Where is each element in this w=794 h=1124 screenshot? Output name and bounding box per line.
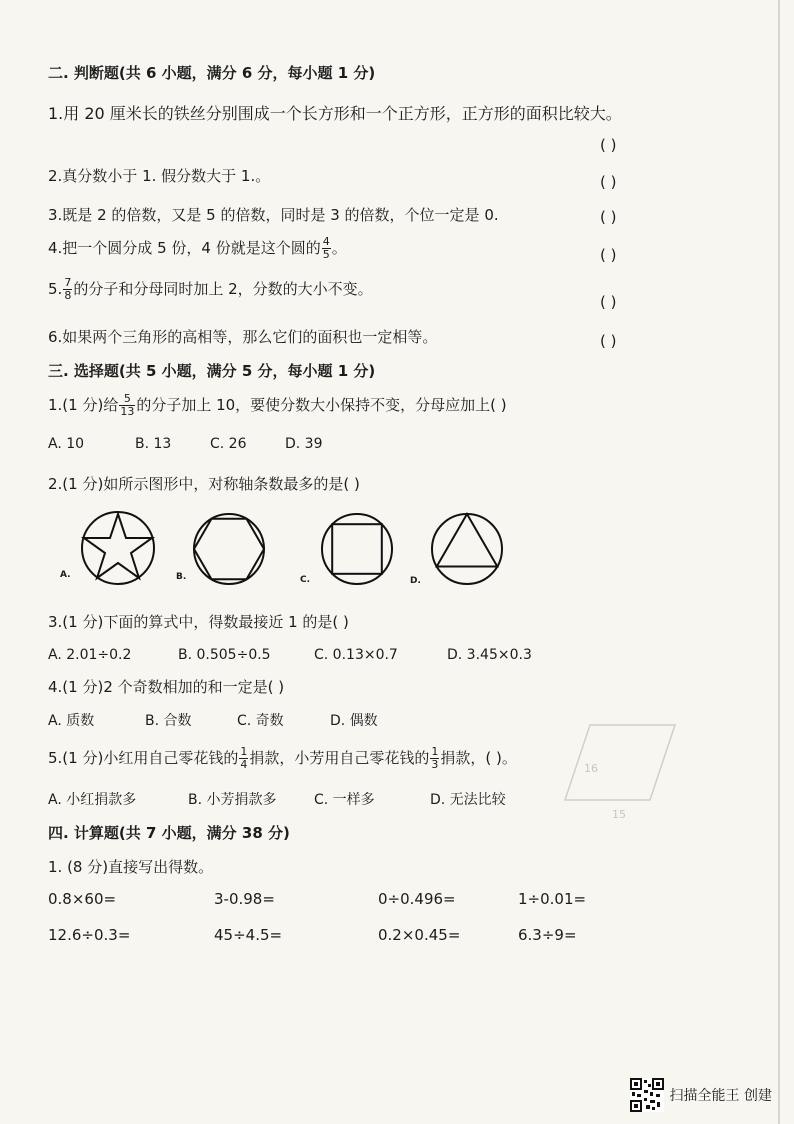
- s3-question-3: 3.(1 分)下面的算式中，得数最接近 1 的是( ): [48, 613, 349, 631]
- calc-item: 3-0.98=: [214, 890, 275, 908]
- option-c: C. 奇数: [237, 713, 284, 729]
- answer-paren: ( ): [600, 332, 617, 350]
- s3-question-1: 1.(1 分)给 $\frac{5}{13}$ 的分子加上 10，要使分数大小保持不变，分母应加上( ): [48, 392, 507, 418]
- option-b: B. 13: [135, 436, 172, 452]
- option-c: C. 0.13×0.7: [314, 647, 398, 663]
- calc-item: 0.8×60=: [48, 890, 117, 908]
- page-edge: [778, 0, 780, 1124]
- hexagon-in-circle-figure: [190, 510, 268, 588]
- square-in-circle-figure: [318, 510, 396, 588]
- option-b: B. 0.505÷0.5: [178, 647, 271, 663]
- s2-question-6: 6.如果两个三角形的高相等，那么它们的面积也一定相等。: [48, 328, 438, 346]
- fraction: $\frac{4}{5}$: [322, 235, 330, 261]
- option-a: A. 2.01÷0.2: [48, 647, 132, 663]
- option-d: D. 39: [285, 436, 323, 452]
- answer-paren: ( ): [600, 173, 617, 191]
- fraction: $\frac{7}{8}$: [64, 276, 72, 302]
- answer-paren: ( ): [600, 293, 617, 311]
- s2-question-1: 1.用 20 厘米长的铁丝分别围成一个长方形和一个正方形，正方形的面积比较大。: [48, 104, 622, 123]
- calc-item: 1÷0.01=: [518, 890, 587, 908]
- figure-label-a: A.: [60, 570, 71, 580]
- fraction: $\frac{5}{13}$: [120, 392, 135, 418]
- s3-question-5: 5.(1 分)小红用自己零花钱的 $\frac{1}{4}$ 捐款，小芳用自己零花钱的 $\frac{1}{3}$ 捐款，( )。: [48, 745, 517, 771]
- option-a: A. 小红捐款多: [48, 792, 137, 808]
- figure-label-c: C.: [300, 575, 311, 585]
- bleed-through-parallelogram: [560, 720, 680, 810]
- option-b: B. 小芳捐款多: [188, 792, 277, 808]
- s2-question-4: 4.把一个圆分成 5 份，4 份就是这个圆的 $\frac{4}{5}$ 。: [48, 235, 347, 261]
- s2-question-5: 5. $\frac{7}{8}$ 的分子和分母同时加上 2，分数的大小不变。: [48, 276, 373, 302]
- answer-paren: ( ): [600, 136, 617, 154]
- answer-paren: ( ): [600, 246, 617, 264]
- s3-question-2: 2.(1 分)如所示图形中，对称轴条数最多的是( ): [48, 475, 360, 493]
- option-b: B. 合数: [145, 713, 192, 729]
- scanner-app-credit: 扫描全能王 创建: [669, 1088, 772, 1104]
- star-in-circle-figure: [78, 508, 158, 588]
- qr-code-icon: [630, 1078, 664, 1112]
- calc-item: 12.6÷0.3=: [48, 926, 131, 944]
- figure-label-b: B.: [176, 572, 187, 582]
- option-d: D. 偶数: [330, 713, 378, 729]
- calc-item: 6.3÷9=: [518, 926, 577, 944]
- s4-question-1: 1. (8 分)直接写出得数。: [48, 858, 214, 876]
- scanner-watermark: [630, 1078, 772, 1112]
- fraction: $\frac{1}{4}$: [240, 745, 248, 771]
- answer-paren: ( ): [600, 208, 617, 226]
- option-c: C. 26: [210, 436, 247, 452]
- calc-item: 0.2×0.45=: [378, 926, 461, 944]
- section2-title: 二. 判断题(共 6 小题，满分 6 分，每小题 1 分): [48, 64, 376, 82]
- option-c: C. 一样多: [314, 792, 375, 808]
- calc-item: 45÷4.5=: [214, 926, 283, 944]
- triangle-in-circle-figure: [428, 510, 506, 588]
- option-d: D. 3.45×0.3: [447, 647, 532, 663]
- option-a: A. 质数: [48, 713, 95, 729]
- fraction: $\frac{1}{3}$: [431, 745, 439, 771]
- section3-title: 三. 选择题(共 5 小题，满分 5 分，每小题 1 分): [48, 362, 376, 380]
- bleed-through-text: 16: [584, 762, 598, 775]
- figure-label-d: D.: [410, 576, 421, 586]
- bleed-through-text: 15: [612, 808, 626, 821]
- s2-question-2: 2.真分数小于 1. 假分数大于 1.。: [48, 167, 271, 185]
- calc-item: 0÷0.496=: [378, 890, 456, 908]
- section4-title: 四. 计算题(共 7 小题，满分 38 分): [48, 824, 290, 842]
- s3-question-4: 4.(1 分)2 个奇数相加的和一定是( ): [48, 678, 285, 696]
- s2-question-3: 3.既是 2 的倍数，又是 5 的倍数，同时是 3 的倍数，个位一定是 0.: [48, 206, 499, 224]
- option-d: D. 无法比较: [430, 792, 506, 808]
- option-a: A. 10: [48, 436, 85, 452]
